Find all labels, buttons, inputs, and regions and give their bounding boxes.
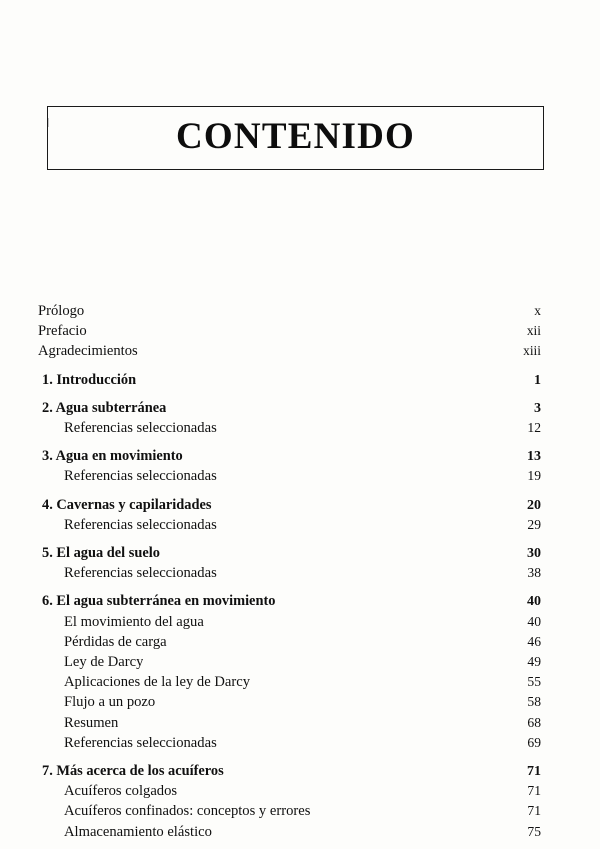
- list-item: [38, 418, 541, 438]
- toc-entry-label: Prólogo: [38, 303, 85, 319]
- table-of-contents: [38, 301, 541, 842]
- list-item: [38, 563, 541, 583]
- list-item: [38, 301, 541, 321]
- list-item: [38, 672, 541, 692]
- spacer: [38, 362, 541, 371]
- list-item: [38, 692, 541, 712]
- list-item: [38, 632, 541, 652]
- toc-entry-page: 68: [527, 714, 541, 730]
- list-item: [38, 652, 541, 672]
- list-item: [38, 321, 541, 341]
- list-item: [38, 733, 541, 753]
- toc-entry-page: 75: [527, 823, 541, 839]
- list-item: [38, 713, 541, 733]
- toc-chapter-label: 6. El agua subterránea en movimiento: [42, 593, 276, 610]
- toc-entry-label: Aplicaciones de la ley de Darcy: [64, 674, 250, 691]
- list-item: [38, 612, 541, 632]
- toc-entry-page: 71: [527, 803, 541, 819]
- list-item: [38, 822, 541, 842]
- list-item: [38, 515, 541, 535]
- toc-entry-page: 19: [527, 468, 541, 484]
- spacer: [38, 390, 541, 399]
- toc-chapter-label: 7. Más acerca de los acuíferos: [42, 763, 224, 780]
- toc-entry-label: Referencias seleccionadas: [64, 420, 217, 437]
- toc-entry-label: Prefacio: [38, 323, 87, 340]
- toc-entry-page: xiii: [523, 343, 541, 359]
- list-item: [38, 801, 541, 821]
- page-title: CONTENIDO: [176, 116, 415, 157]
- spacer: [38, 535, 541, 544]
- toc-entry-page: 38: [527, 565, 541, 581]
- toc-entry-label: Referencias seleccionadas: [64, 565, 217, 582]
- toc-entry-label: Referencias seleccionadas: [64, 468, 217, 485]
- list-item: [38, 341, 541, 361]
- toc-chapter-label: 2. Agua subterránea: [42, 399, 167, 416]
- toc-chapter-row: [38, 371, 541, 390]
- toc-entry-page: x: [534, 303, 541, 318]
- toc-entry-page: 55: [527, 674, 541, 690]
- toc-chapter-page: 71: [527, 764, 541, 780]
- toc-entry-page: 49: [527, 654, 541, 670]
- toc-entry-page: 71: [527, 783, 541, 799]
- toc-chapter-row: [38, 592, 541, 611]
- toc-chapter-label: 4. Cavernas y capilaridades: [42, 496, 212, 513]
- spacer: [38, 487, 541, 496]
- toc-chapter-page: 40: [527, 594, 541, 610]
- toc-entry-label: Acuíferos confinados: conceptos y errores: [64, 803, 311, 820]
- toc-chapter-page: 20: [527, 497, 541, 513]
- toc-chapter-label: 3. Agua en movimiento: [42, 448, 183, 465]
- toc-entry-label: Agradecimientos: [38, 343, 138, 360]
- toc-entry-label: Ley de Darcy: [64, 654, 144, 671]
- toc-entry-page: 29: [527, 516, 541, 532]
- spacer: [38, 753, 541, 762]
- list-item: [38, 466, 541, 486]
- toc-chapter-row: [38, 447, 541, 466]
- toc-entry-label: Almacenamiento elástico: [64, 823, 212, 840]
- toc-entry-label: Acuíferos colgados: [64, 783, 178, 800]
- toc-entry-label: El movimiento del agua: [64, 613, 204, 630]
- toc-chapter-page: 13: [527, 449, 541, 465]
- toc-chapter-row: [38, 762, 541, 781]
- toc-entry-label: Flujo a un pozo: [64, 694, 156, 711]
- toc-entry-page: 46: [527, 633, 541, 649]
- spacer: [38, 583, 541, 592]
- toc-chapter-row: [38, 399, 541, 418]
- toc-chapter-row: [38, 544, 541, 563]
- toc-chapter-label: 1. Introducción: [42, 371, 137, 388]
- toc-chapter-page: 1: [534, 372, 541, 388]
- toc-chapter-row: [38, 496, 541, 515]
- toc-entry-label: Resumen: [64, 714, 119, 731]
- toc-entry-page: xii: [526, 323, 541, 339]
- list-item: [38, 781, 541, 801]
- toc-entry-label: Referencias seleccionadas: [64, 734, 217, 751]
- toc-entry-page: 12: [527, 420, 541, 436]
- toc-entry-page: 58: [527, 694, 541, 710]
- toc-chapter-page: 3: [534, 400, 541, 416]
- toc-entry-page: 69: [527, 734, 541, 750]
- contents-title-box: [47, 106, 544, 170]
- spacer: [38, 438, 541, 447]
- toc-chapter-page: 30: [527, 546, 541, 562]
- toc-entry-label: Referencias seleccionadas: [64, 516, 217, 533]
- toc-chapter-label: 5. El agua del suelo: [42, 545, 160, 562]
- toc-entry-page: 40: [527, 613, 541, 629]
- toc-entry-label: Pérdidas de carga: [64, 633, 167, 650]
